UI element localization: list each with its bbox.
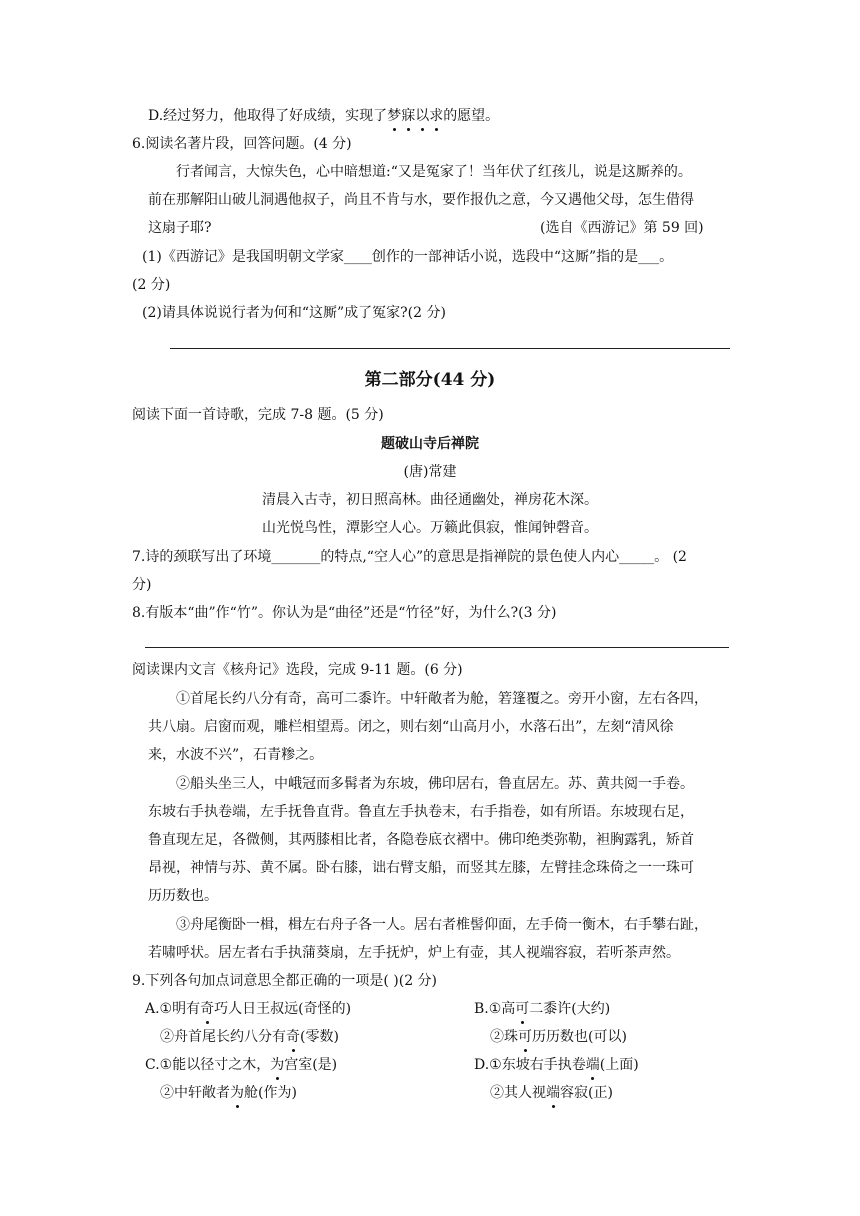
classical-p2-line: 昂视，神情与苏、黄不属。卧右膝，诎右臂支船，而竖其左膝，左臂挂念珠倚之一一珠可 (148, 860, 694, 876)
poem-author: (唐)常建 (403, 464, 457, 480)
poem-line: 山光悦鸟性，潭影空人心。万籁此俱寂，惟闻钟磬音。 (262, 520, 598, 536)
q9-stem: 9.下列各句加点词意思全都正确的一项是( )(2 分) (132, 973, 438, 989)
classical-p1-line: 来，水波不兴”，石青糁之。 (148, 747, 324, 763)
q6-source: (选自《西游记》第 59 回) (540, 220, 704, 236)
poem-title: 题破山寺后禅院 (381, 436, 479, 452)
q9-option-c2: ②中轩敞者为舱(作为) (160, 1085, 297, 1101)
q9-option-d1: D.①东坡右手执卷端(上面) (474, 1057, 639, 1073)
divider (170, 348, 730, 349)
part2-heading: 第二部分(44 分) (364, 370, 496, 390)
classical-p2-line: 历历数也。 (148, 888, 218, 904)
dotted-char: 奇 (286, 1029, 300, 1045)
dotted-char: 求 (429, 108, 444, 124)
q7-cont: 分) (132, 577, 152, 593)
q6-sub1-score: (2 分) (132, 277, 171, 293)
poem-line: 清晨入古寺，初日照高林。曲径通幽处，禅房花木深。 (262, 492, 598, 508)
dotted-char: 以 (415, 108, 430, 124)
classical-p2-line: 东坡右手执卷端，左手抚鲁直背。鲁直左手执卷末，右手指卷，如有所语。东坡现右足， (148, 804, 694, 820)
q6-stem: 6.阅读名著片段，回答问题。(4 分) (132, 136, 352, 152)
classical-p3-line: 若啸呼状。居左者右手执蒲葵扇，左手抚炉，炉上有壶，其人视端容寂，若听茶声然。 (148, 945, 680, 961)
q9-option-b1: B.①高可二黍许(大约) (474, 1001, 611, 1017)
q6-sub2: (2)请具体说说行者为何和“这厮”成了冤家?(2 分) (142, 305, 446, 321)
q8: 8.有版本“曲”作“竹”。你认为是“曲径”还是“竹径”好，为什么?(3 分) (132, 605, 557, 621)
dotted-char: 为 (270, 1057, 285, 1073)
q9-option-b2: ②珠可历历数也(可以) (490, 1029, 627, 1045)
q9-option-c1: C.①能以径寸之木，为宫室(是) (145, 1057, 338, 1073)
q9-option-a1: A.①明有奇巧人日王叔远(奇怪的) (145, 1001, 352, 1017)
q6-passage-line: 前在那解阳山破儿洞遇他叔子，尚且不肯与水，要作报仇之意，今又遇他父母，怎生借得 (148, 192, 694, 208)
dotted-char: 端 (546, 1085, 560, 1101)
dotted-char: 寐 (401, 108, 416, 124)
q9-option-d2: ②其人视端容寂(正) (490, 1085, 613, 1101)
classical-p1-line: ①首尾长约八分有奇，高可二黍许。中轩敞者为舱，箬篷覆之。旁开小窗，左右各四， (176, 691, 708, 707)
q7: 7.诗的颈联写出了环境_______的特点,“空人心”的意思是指禅院的景色使人内心_____。 (2 (132, 549, 687, 565)
dotted-char: 奇 (200, 1001, 215, 1017)
classical-p3-line: ③舟尾衡卧一楫，楫左右舟子各一人。居右者椎髻仰面，左手倚一衡木，右手攀右趾， (176, 917, 708, 933)
q6-sub1: (1)《西游记》是我国明朝文学家____创作的一部神话小说，选段中“这厮”指的是___。 (142, 249, 674, 265)
answer-line (145, 647, 729, 648)
dotted-char: 可 (518, 1029, 532, 1045)
poem-intro: 阅读下面一首诗歌，完成 7-8 题。(5 分) (132, 407, 384, 423)
classical-p1-line: 共八扇。启窗而观，雕栏相望焉。闭之，则右刻“山高月小，水落石出”，左刻“清风徐 (148, 719, 674, 735)
dotted-char: 端 (585, 1057, 600, 1073)
dotted-char: 梦 (387, 108, 402, 124)
classical-intro: 阅读课内文言《核舟记》选段，完成 9-11 题。(6 分) (132, 662, 463, 678)
q9-option-a2: ②舟首尾长约八分有奇(零数) (160, 1029, 339, 1045)
q5-option-d: D.经过努力，他取得了好成绩，实现了梦寐以求的愿望。 (148, 108, 500, 124)
classical-p2-line: 鲁直现左足，各微侧，其两膝相比者，各隐卷底衣褶中。佛印绝类弥勒，袒胸露乳，矫首 (148, 832, 694, 848)
q6-passage-line: 这扇子耶? (148, 220, 212, 236)
classical-p2-line: ②船头坐三人，中峨冠而多髯者为东坡，佛印居右，鲁直居左。苏、黄共阅一手卷。 (176, 776, 694, 792)
q6-passage-line: 行者闻言，大惊失色，心中暗想道:“又是冤家了！当年伏了红孩儿，说是这厮养的。 (176, 164, 692, 180)
dotted-char: 可 (515, 1001, 530, 1017)
dotted-char: 为 (230, 1085, 244, 1101)
